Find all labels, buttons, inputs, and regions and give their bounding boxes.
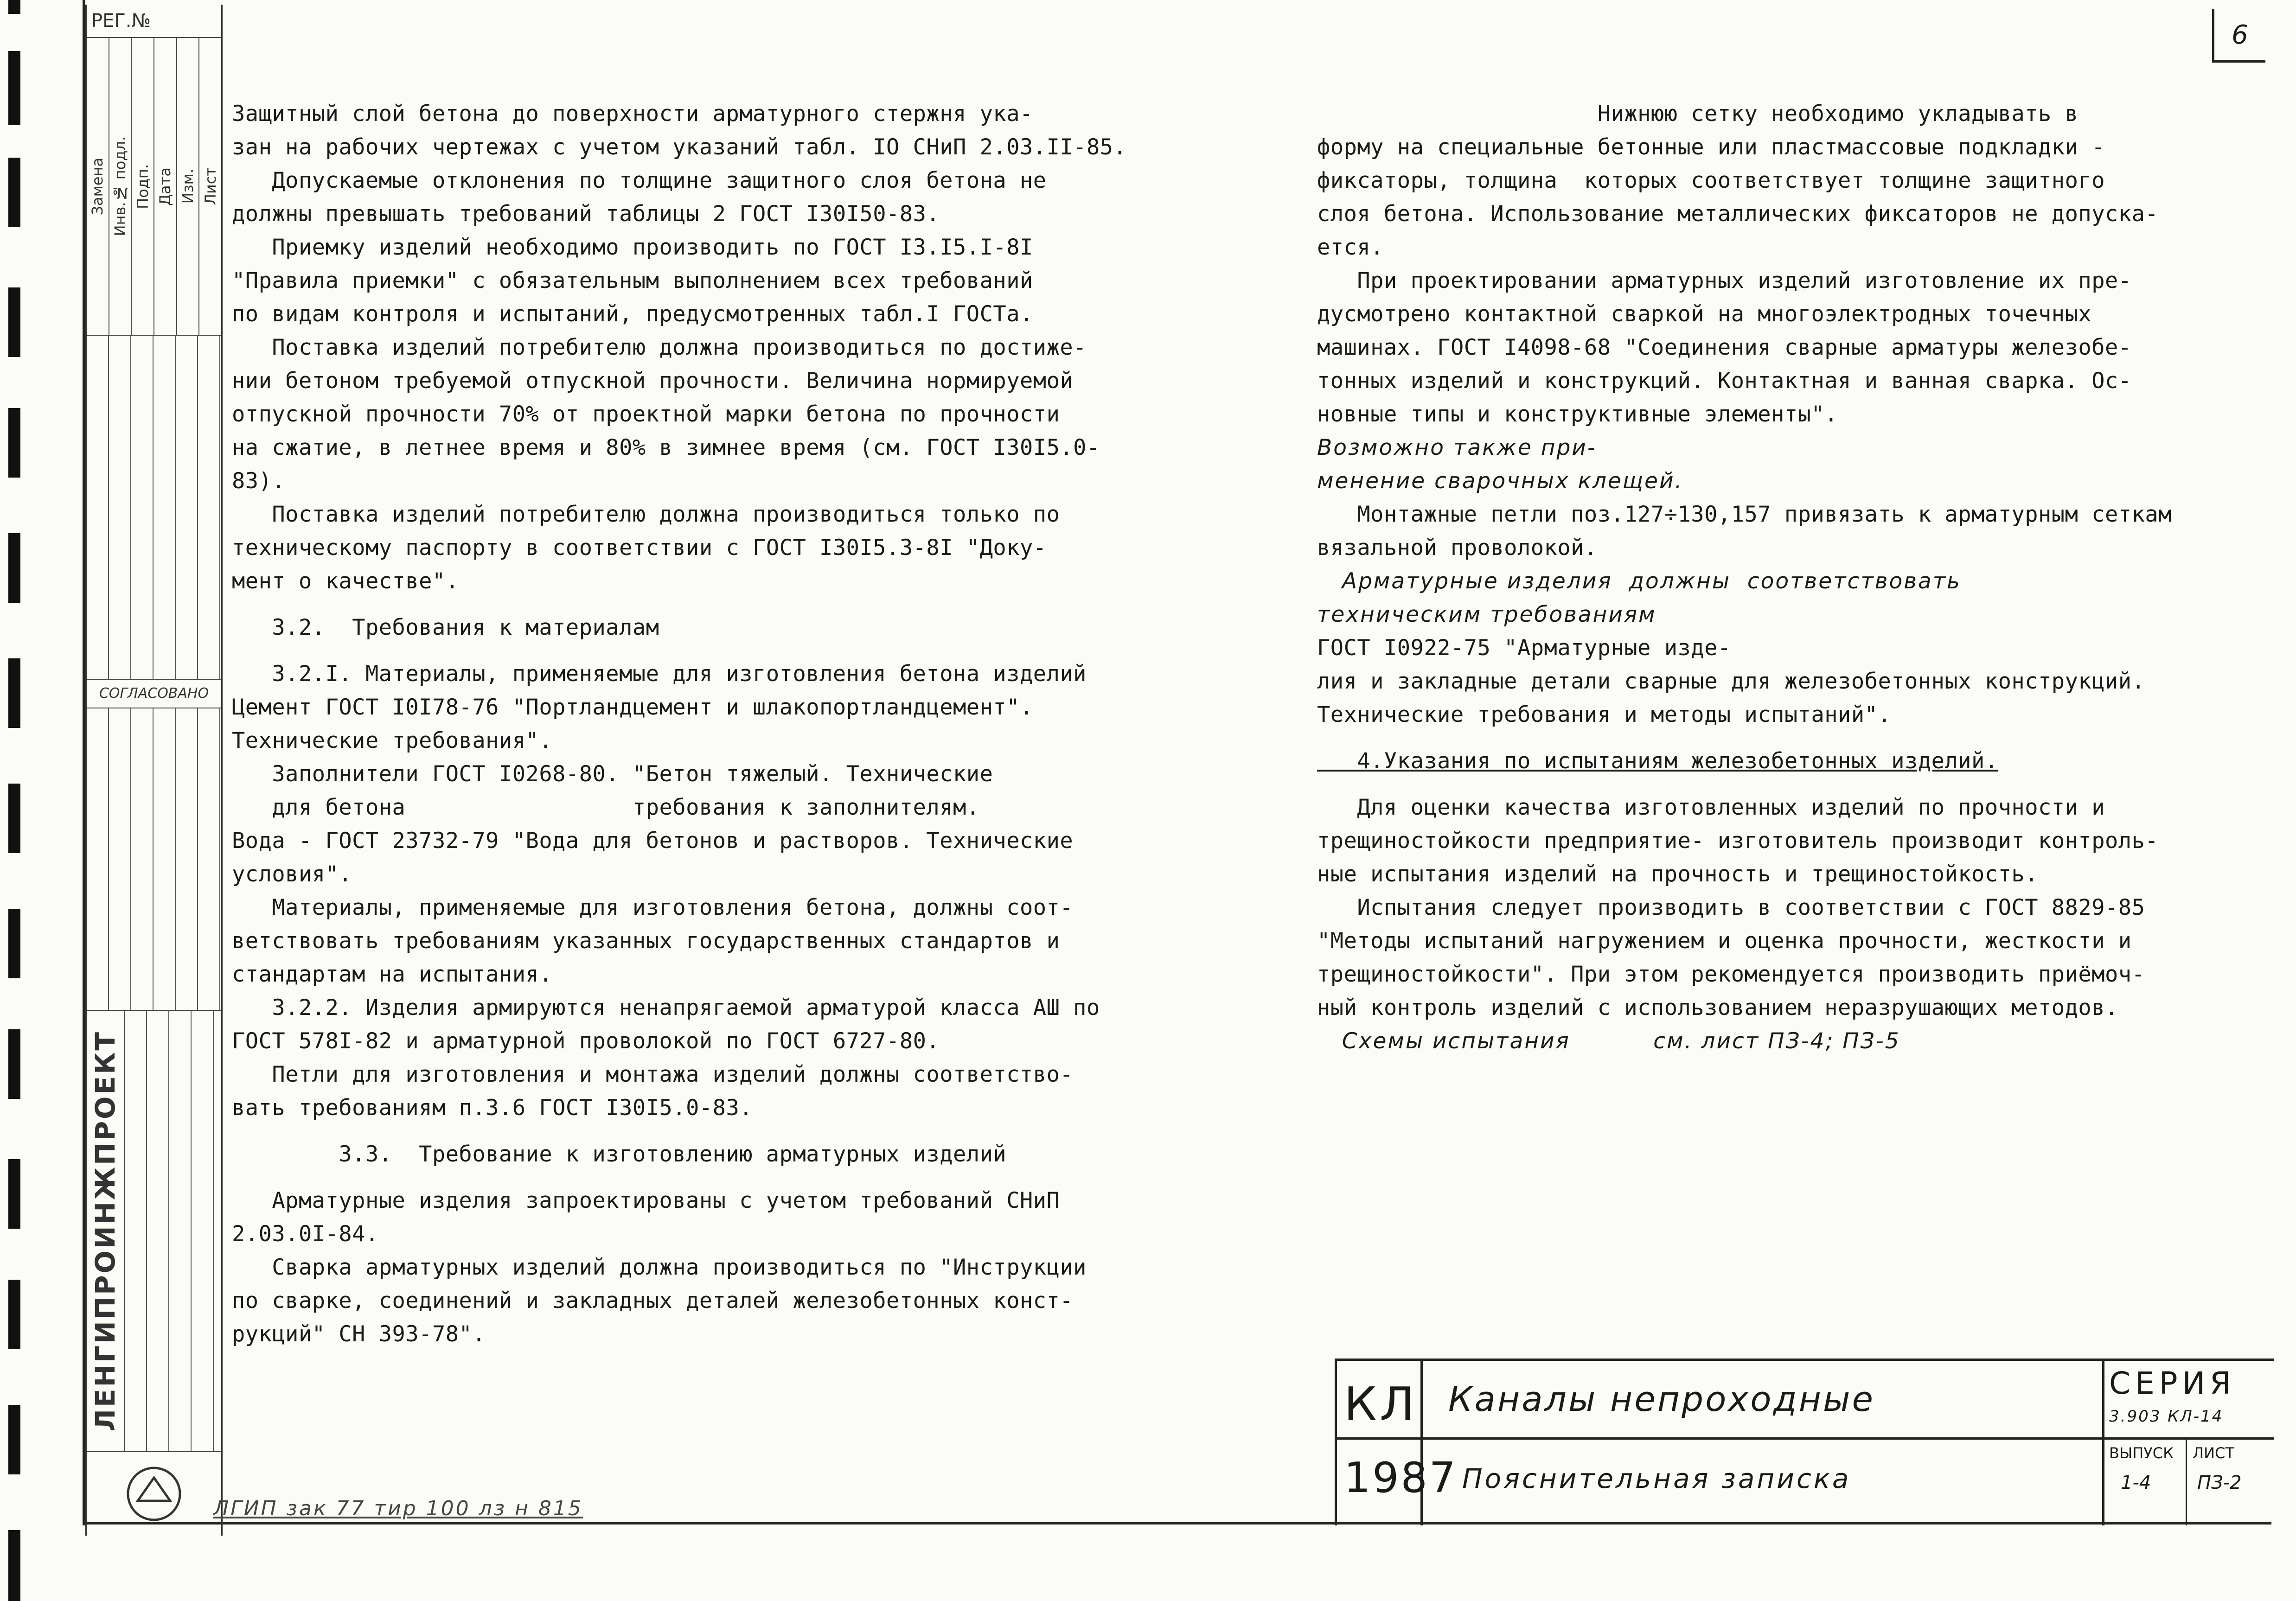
text-line: Поставка изделий потребителю должна производиться только по <box>232 502 1060 527</box>
text-line: Защитный слой бетона до поверхности арматурного стержня ука- <box>232 101 1033 127</box>
binding-mark <box>8 533 20 603</box>
text-line: техническим требованиям <box>1317 602 1656 627</box>
document-code: КЛ <box>1344 1377 1418 1431</box>
text-line: для бетона требования к заполнителям. <box>232 795 980 820</box>
text-line: ется. <box>1317 235 1384 260</box>
page-number: 6 <box>2212 9 2265 63</box>
approval-signatures-grid <box>87 708 221 1011</box>
text-line: При проектировании арматурных изделий изготовление их пре- <box>1317 268 2132 293</box>
text-line: новные типы и конструктивные элементы". <box>1317 402 1838 427</box>
text-line: машинах. ГОСТ I4098-68 "Соединения сварные арматуры железобе- <box>1317 335 2132 360</box>
paragraph <box>232 498 1229 598</box>
paragraph <box>1317 791 2258 1025</box>
paragraph <box>232 97 1229 231</box>
text-line: 3.2.2. Изделия армируются ненапрягаемой арматурой класса АШ по <box>232 995 1100 1021</box>
text-line: форму на специальные бетонные или пластмассовые подкладки - <box>1317 134 2105 160</box>
title-block <box>1335 1359 2274 1525</box>
issue-label: ВЫПУСК <box>2109 1444 2174 1462</box>
text-line: Нижнюю сетку необходимо укладывать в <box>1317 101 2079 127</box>
col-label: Изм. <box>179 169 197 204</box>
text-line: отпускной прочности 70% от проектной марки бетона по прочности <box>232 402 1060 427</box>
organization-name: ЛЕНГИПРОИНЖПРОЕКТ <box>90 1030 121 1432</box>
text-line: по видам контроля и испытаний, предусмотренных табл.I ГОСТа. <box>232 301 1033 327</box>
text-line: условия". <box>232 861 352 887</box>
text-line: Схемы испытания см. лист ПЗ-4; ПЗ-5 <box>1317 1028 1900 1054</box>
text-line: Технические требования и методы испытаний". <box>1317 702 1892 727</box>
text-line: рукций" СН 393-78". <box>232 1321 486 1347</box>
agreed-label: СОГЛАСОВАНО <box>87 680 221 708</box>
organization-emblem-icon <box>124 1464 184 1524</box>
binding-mark <box>8 408 20 478</box>
registration-stamp <box>85 5 223 1536</box>
paragraph <box>232 991 1229 1125</box>
text-line: Материалы, применяемые для изготовления бетона, должны соот- <box>232 895 1074 920</box>
col-label: Дата <box>156 167 174 206</box>
binding-mark <box>8 158 20 227</box>
text-line: 2.03.0I-84. <box>232 1221 379 1247</box>
text-line: Технические требования". <box>232 728 553 753</box>
text-line: по сварке, соединений и закладных деталей железобетонных конст- <box>232 1288 1074 1314</box>
text-line: мент о качестве". <box>232 568 459 594</box>
sheet-value: ПЗ-2 <box>2197 1472 2242 1493</box>
text-line: стандартам на испытания. <box>232 962 553 987</box>
binding-mark <box>8 658 20 728</box>
text-line: 83). <box>232 468 286 494</box>
binding-mark <box>8 1530 20 1601</box>
text-line: "Методы испытаний нагружением и оценка прочности, жесткости и <box>1317 928 2132 954</box>
text-line: лия и закладные детали сварные для железобетонных конструкций. <box>1317 669 2145 694</box>
text-line: ГОСТ 578I-82 и арматурной проволокой по ГОСТ 6727-80. <box>232 1028 940 1054</box>
text-line: менение сварочных клещей. <box>1317 468 1683 494</box>
text-line: техническому паспорту в соответствии с ГОСТ I30I5.3-8I "Доку- <box>232 535 1047 561</box>
col-label: Замена <box>89 157 107 216</box>
binding-mark <box>8 1405 20 1474</box>
text-line: Приемку изделий необходимо производить по ГОСТ I3.I5.I-8I <box>232 235 1033 260</box>
text-line: Цемент ГОСТ I0I78-76 "Портландцемент и шлакопортландцемент". <box>232 695 1033 720</box>
issue-value: 1-4 <box>2121 1472 2151 1493</box>
section-heading <box>232 1138 1229 1171</box>
col-label: Инв.№ подл. <box>111 136 129 236</box>
text-line: вязальной проволокой. <box>1317 535 1598 561</box>
text-line: "Правила приемки" с обязательным выполнением всех требований <box>232 268 1033 293</box>
paragraph <box>1317 498 2258 565</box>
text-line: Петли для изготовления и монтажа изделий должны соответство- <box>232 1062 1074 1087</box>
text-line: Заполнители ГОСТ I0268-80. "Бетон тяжелый. Технические <box>232 761 993 787</box>
text-line: вать требованиям п.3.6 ГОСТ I30I5.0-83. <box>232 1095 753 1121</box>
text-line: тонных изделий и конструкций. Контактная и ванная сварка. Ос- <box>1317 368 2132 394</box>
text-line: Поставка изделий потребителю должна производиться по достиже- <box>232 335 1087 360</box>
revision-columns <box>87 38 221 336</box>
text-line: дусмотрено контактной сваркой на многоэлектродных точечных <box>1317 301 2092 327</box>
document-title: Каналы непроходные <box>1448 1379 1875 1419</box>
text-line: слоя бетона. Использование металлических фиксаторов не допуска- <box>1317 201 2159 227</box>
text-line: 3.2. Требования к материалам <box>232 615 659 640</box>
paragraph <box>232 824 1229 991</box>
handwritten-note <box>1317 565 2258 631</box>
text-line: ветствовать требованиям указанных государственных стандартов и <box>232 928 1060 954</box>
text-line: 3.2.I. Материалы, применяемые для изготовления бетона изделий <box>232 661 1087 687</box>
text-line: ный контроль изделий с использованием неразрушающих методов. <box>1317 995 2118 1021</box>
text-line: ные испытания изделий на прочность и трещиностойкость. <box>1317 861 2039 887</box>
paragraph <box>1317 97 2258 264</box>
text-line: Вода - ГОСТ 23732-79 "Вода для бетонов и растворов. Технические <box>232 828 1074 854</box>
binding-mark <box>8 1280 20 1349</box>
signature-fields <box>125 1011 221 1451</box>
binding-mark <box>8 51 20 125</box>
text-line: 4.Указания по испытаниям железобетонных изделий. <box>1317 748 1998 774</box>
binding-mark <box>8 1029 20 1099</box>
paragraph <box>1317 264 2258 431</box>
paragraph <box>1317 631 2258 732</box>
text-line: Испытания следует производить в соответствии с ГОСТ 8829-85 <box>1317 895 2145 920</box>
section-heading <box>1317 745 2258 778</box>
text-line: Монтажные петли поз.127÷130,157 привязать к арматурным сеткам <box>1317 502 2172 527</box>
text-line: 3.3. Требование к изготовлению арматурных изделий <box>232 1142 1007 1167</box>
text-line: Арматурные изделия должны соответствовать <box>1317 568 1961 594</box>
text-line: на сжатие, в летнее время и 80% в зимнее время (см. ГОСТ I30I5.0- <box>232 435 1100 460</box>
print-order-note: ЛГИП зак 77 тир 100 лз н 815 <box>213 1497 583 1520</box>
paragraph <box>232 1184 1229 1351</box>
text-line: ГОСТ I0922-75 "Арматурные изде- <box>1317 635 1731 661</box>
text-line: фиксаторы, толщина которых соответствует толщине защитного <box>1317 168 2105 193</box>
document-subtitle: Пояснительная записка <box>1462 1463 1851 1494</box>
blank-stamp-grid <box>87 336 221 680</box>
reg-number-label: РЕГ.№ <box>87 5 221 38</box>
text-line: Для оценки качества изготовленных изделий по прочности и <box>1317 795 2105 820</box>
year: 1987 <box>1344 1454 1458 1502</box>
text-line: Возможно также при- <box>1317 435 1597 460</box>
binding-mark <box>8 0 20 14</box>
series-value: 3.903 КЛ-14 <box>2109 1407 2224 1426</box>
binding-mark <box>8 909 20 978</box>
text-line: трещиностойкости предприятие- изготовитель производит контроль- <box>1317 828 2159 854</box>
paragraph <box>232 657 1229 824</box>
text-line: Сварка арматурных изделий должна производиться по "Инструкции <box>232 1255 1087 1280</box>
section-heading <box>232 611 1229 644</box>
paragraph <box>232 231 1229 331</box>
paragraph <box>232 331 1229 498</box>
col-label: Подп. <box>134 164 152 209</box>
series-label: СЕРИЯ <box>2109 1365 2236 1401</box>
text-line: трещиностойкости". При этом рекомендуется производить приёмоч- <box>1317 962 2145 987</box>
col-label: Лист <box>201 167 219 205</box>
text-line: должны превышать требований таблицы 2 ГОСТ I30I50-83. <box>232 201 940 227</box>
text-line: Допускаемые отклонения по толщине защитного слоя бетона не <box>232 168 1047 193</box>
text-line: зан на рабочих чертежах с учетом указаний табл. IO СНиП 2.03.II-85. <box>232 134 1127 160</box>
binding-mark <box>8 1159 20 1229</box>
text-line: Арматурные изделия запроектированы с учетом требований СНиП <box>232 1188 1060 1213</box>
binding-mark <box>8 287 20 357</box>
handwritten-note <box>1317 431 2258 498</box>
sheet-label: ЛИСТ <box>2193 1444 2234 1462</box>
binding-mark <box>8 784 20 853</box>
handwritten-note <box>1317 1025 2258 1058</box>
text-line: нии бетоном требуемой отпускной прочности. Величина нормируемой <box>232 368 1074 394</box>
left-text-column <box>232 97 1229 1351</box>
right-text-column <box>1317 97 2258 1058</box>
